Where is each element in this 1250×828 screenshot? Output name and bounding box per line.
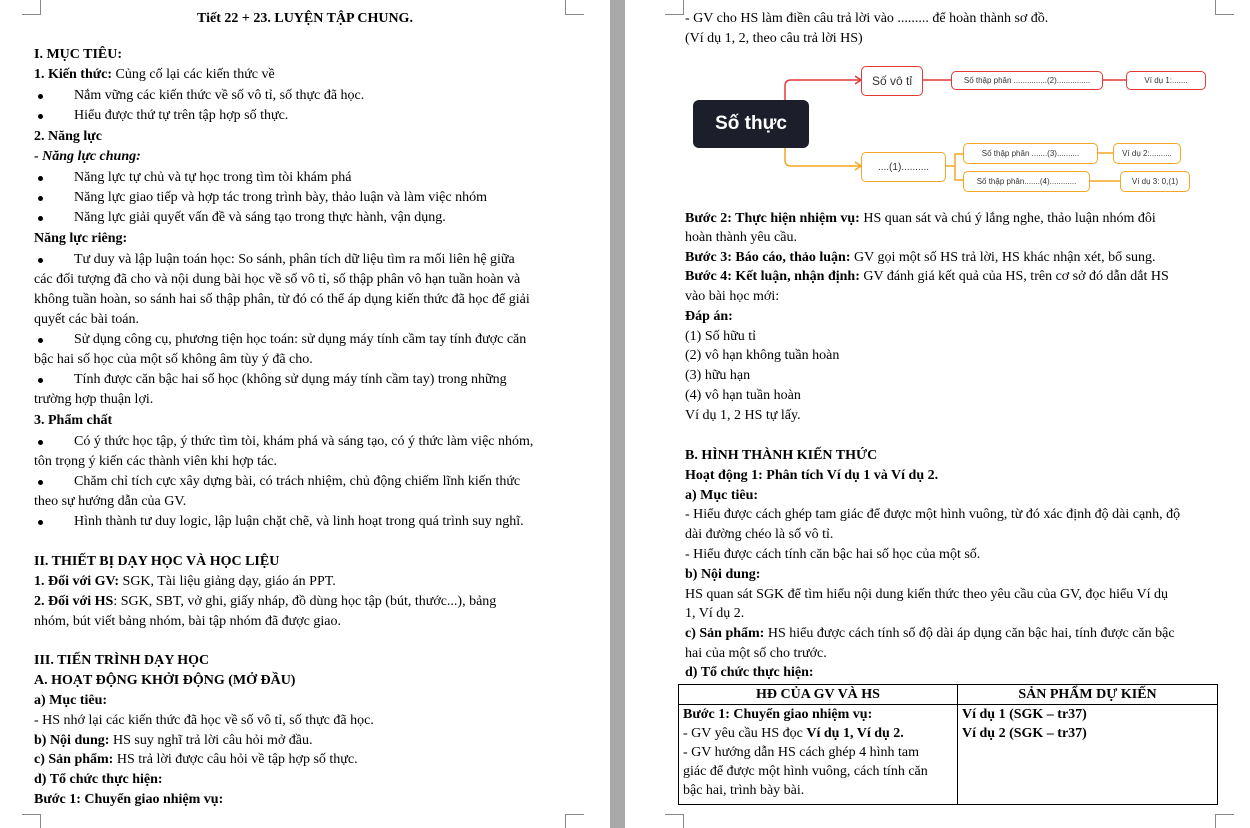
- bullet-dot: [38, 216, 43, 221]
- paragraph: hai của một số cho trước.: [685, 646, 827, 661]
- bullet-text: quyết các bài toán.: [34, 312, 139, 327]
- crop-mark: [1215, 814, 1234, 828]
- bullet-text: Có ý thức học tập, ý thức tìm tòi, khám phá và sáng tạo, có ý thức làm việc nhóm,: [74, 434, 534, 449]
- bullet-text: Nắm vững các kiến thức về số vô tỉ, số thực đã học.: [74, 88, 365, 103]
- crop-mark: [665, 814, 684, 828]
- paragraph: nhóm, bút viết bảng nhóm, bài tập nhóm đã được giao.: [34, 614, 341, 629]
- table-cell: [958, 705, 1218, 805]
- table-cell-line: - GV yêu cầu HS đọc Ví dụ 1, Ví dụ 2.: [683, 726, 904, 741]
- crop-mark: [665, 0, 684, 15]
- paragraph: - Hiểu được cách tính căn bậc hai số học của một số.: [685, 547, 981, 562]
- paragraph: 2. Đối với HS: SGK, SBT, vở ghi, giấy nháp, đồ dùng học tập (bút, thước...), bảng: [34, 594, 497, 609]
- bullet-text: theo sự hướng dẫn của GV.: [34, 494, 187, 509]
- box-example-2: Ví dụ 2:..........: [1113, 143, 1181, 164]
- section-heading: II. THIẾT BỊ DẠY HỌC VÀ HỌC LIỆU: [34, 554, 280, 569]
- document-page-left: [0, 0, 610, 828]
- subheading: Hoạt động 1: Phân tích Ví dụ 1 và Ví dụ 2.: [685, 468, 939, 483]
- subheading: a) Mục tiêu:: [34, 693, 108, 708]
- section-heading: A. HOẠT ĐỘNG KHỞI ĐỘNG (MỞ ĐẦU): [34, 673, 296, 688]
- section-heading: III. TIẾN TRÌNH DẠY HỌC: [34, 653, 210, 668]
- bullet-dot: [38, 176, 43, 181]
- paragraph: HS quan sát SGK để tìm hiểu nội dung kiến thức theo yêu cầu của GV, đọc hiểu Ví dụ: [685, 587, 1168, 602]
- bullet-dot: [38, 440, 43, 445]
- table-cell-line: Ví dụ 2 (SGK – tr37): [962, 726, 1087, 741]
- subheading: 3. Phẩm chất: [34, 413, 113, 428]
- bullet-text: Hiểu được thứ tự trên tập hợp số thực.: [74, 108, 289, 123]
- paragraph: vào bài học mới:: [685, 289, 780, 304]
- table-cell-line: Ví dụ 1 (SGK – tr37): [962, 707, 1087, 722]
- bullet-text: Tính được căn bậc hai số học (không sử dụng máy tính cầm tay) trong những: [74, 372, 507, 387]
- bullet-dot: [38, 378, 43, 383]
- subheading: 2. Năng lực: [34, 129, 102, 144]
- paragraph: c) Sản phẩm: HS trả lời được câu hỏi về tập hợp số thực.: [34, 752, 358, 767]
- lesson-title: Tiết 22 + 23. LUYỆN TẬP CHUNG.: [197, 11, 413, 26]
- bullet-text: Chăm chỉ tích cực xây dựng bài, có trách nhiệm, chủ động chiếm lĩnh kiến thức: [74, 474, 521, 489]
- table-cell: [679, 705, 958, 805]
- page-gap: [610, 0, 625, 828]
- subheading: b) Nội dung:: [685, 567, 761, 582]
- paragraph: Ví dụ 1, 2 HS tự lấy.: [685, 408, 801, 423]
- subheading: - Năng lực chung:: [34, 149, 141, 164]
- bullet-text: trường hợp thuận lợi.: [34, 392, 154, 407]
- paragraph: hoàn thành yêu cầu.: [685, 230, 797, 245]
- table-header: HĐ CỦA GV VÀ HS: [679, 685, 958, 705]
- paragraph: b) Nội dung: HS suy nghĩ trả lời câu hỏi mở đầu.: [34, 733, 313, 748]
- subheading: d) Tổ chức thực hiện:: [34, 772, 163, 787]
- paragraph: - Hiểu được cách ghép tam giác để được một hình vuông, từ đó xác định độ dài cạnh, độ: [685, 507, 1181, 522]
- paragraph: Bước 3: Báo cáo, thảo luận: GV gọi một số HS trả lời, HS khác nhận xét, bổ sung.: [685, 250, 1156, 265]
- bullet-dot: [38, 338, 43, 343]
- section-heading: B. HÌNH THÀNH KIẾN THỨC: [685, 448, 878, 463]
- bullet-dot: [38, 480, 43, 485]
- paragraph: (Ví dụ 1, 2, theo câu trả lời HS): [685, 31, 863, 46]
- paragraph: - HS nhớ lại các kiến thức đã học về số vô tỉ, số thực đã học.: [34, 713, 374, 728]
- paragraph: 1. Kiến thức: Củng cố lại các kiến thức về: [34, 67, 275, 82]
- box-example-3: Ví dụ 3: 0,(1): [1120, 171, 1190, 192]
- section-heading: I. MỤC TIÊU:: [34, 47, 123, 62]
- box-irrational: Số vô tỉ: [861, 66, 923, 96]
- box-decimal-3: Số thập phân .......(3)..........: [963, 143, 1098, 164]
- box-decimal-4: Số thập phân.......(4)............: [963, 171, 1090, 192]
- crop-mark: [1215, 0, 1234, 15]
- paragraph: 1. Đối với GV: SGK, Tài liệu giảng dạy, giáo án PPT.: [34, 574, 336, 589]
- bullet-text: Năng lực tự chủ và tự học trong tìm tòi khám phá: [74, 170, 352, 185]
- answer-item: (2) vô hạn không tuần hoàn: [685, 348, 840, 363]
- bullet-text: tôn trọng ý kiến các thành viên khi hợp tác.: [34, 454, 278, 469]
- subheading: d) Tổ chức thực hiện:: [685, 665, 814, 680]
- crop-mark: [565, 814, 584, 828]
- crop-mark: [22, 814, 41, 828]
- table-header: SẢN PHẨM DỰ KIẾN: [958, 685, 1218, 705]
- bullet-text: Năng lực giải quyết vấn đề và sáng tạo trong thực hành, vận dụng.: [74, 210, 446, 225]
- bullet-text: không tuần hoàn, so sánh hai số thập phân, từ đó có thể áp dụng kiến thức đã học để giải: [34, 292, 530, 307]
- bullet-dot: [38, 94, 43, 99]
- bullet-text: Tư duy và lập luận toán học: So sánh, phân tích dữ liệu tìm ra mối liên hệ giữa: [74, 252, 515, 267]
- answer-item: (1) Số hữu tỉ: [685, 329, 756, 344]
- bullet-dot: [38, 114, 43, 119]
- bullet-text: Hình thành tư duy logic, lập luận chặt chẽ, và linh hoạt trong quá trình suy nghĩ.: [74, 514, 524, 529]
- subheading: Bước 1: Chuyển giao nhiệm vụ:: [34, 792, 224, 807]
- table-cell-line: bậc hai, trình bày bài.: [683, 783, 805, 798]
- answer-item: (3) hữu hạn: [685, 368, 751, 383]
- paragraph: c) Sản phẩm: HS hiểu được cách tính số độ dài áp dụng căn bậc hai, tính được căn bậc: [685, 626, 1175, 641]
- table-cell-line: - GV hướng dẫn HS cách ghép 4 hình tam: [683, 745, 919, 760]
- activity-table: [678, 684, 1218, 805]
- paragraph: 1, Ví dụ 2.: [685, 606, 745, 621]
- number-diagram: [693, 62, 1193, 202]
- box-decimal-2: Số thập phân ...............(2)...............: [951, 71, 1103, 90]
- table-cell-line: Bước 1: Chuyển giao nhiệm vụ:: [683, 707, 873, 722]
- box-example-1: Ví dụ 1:.......: [1126, 71, 1206, 90]
- paragraph: dài đường chéo là số vô tỉ.: [685, 527, 834, 542]
- paragraph: Bước 2: Thực hiện nhiệm vụ: HS quan sát và chú ý lắng nghe, thảo luận nhóm đôi: [685, 211, 1156, 226]
- subheading: a) Mục tiêu:: [685, 488, 759, 503]
- table-header-row: [679, 685, 1218, 705]
- bullet-text: bậc hai số học của một số không âm tùy ý đã cho.: [34, 352, 313, 367]
- paragraph: Bước 4: Kết luận, nhận định: GV đánh giá kết quả của HS, trên cơ sở đó dẫn dắt HS: [685, 269, 1169, 284]
- bullet-text: Sử dụng công cụ, phương tiện học toán: sử dụng máy tính cầm tay tính được căn: [74, 332, 527, 347]
- answer-item: (4) vô hạn tuần hoàn: [685, 388, 801, 403]
- box-blank-1: ....(1)..........: [861, 152, 946, 182]
- bullet-text: các đối tượng đã cho và nội dung bài học về số vô tỉ, số thập phân vô hạn tuần hoàn và: [34, 272, 521, 287]
- main-box-real-numbers: Số thực: [693, 100, 809, 148]
- table-row: [679, 705, 1218, 805]
- bullet-dot: [38, 196, 43, 201]
- bullet-dot: [38, 520, 43, 525]
- bullet-text: Năng lực giao tiếp và hợp tác trong trình bày, thảo luận và làm việc nhóm: [74, 190, 487, 205]
- bullet-dot: [38, 258, 43, 263]
- table-cell-line: giác để được một hình vuông, cách tính căn: [683, 764, 928, 779]
- paragraph: - GV cho HS làm điền câu trả lời vào ......... để hoàn thành sơ đồ.: [685, 11, 1049, 26]
- subheading: Năng lực riêng:: [34, 231, 128, 246]
- document-page-right: [625, 0, 1250, 828]
- subheading: Đáp án:: [685, 309, 733, 324]
